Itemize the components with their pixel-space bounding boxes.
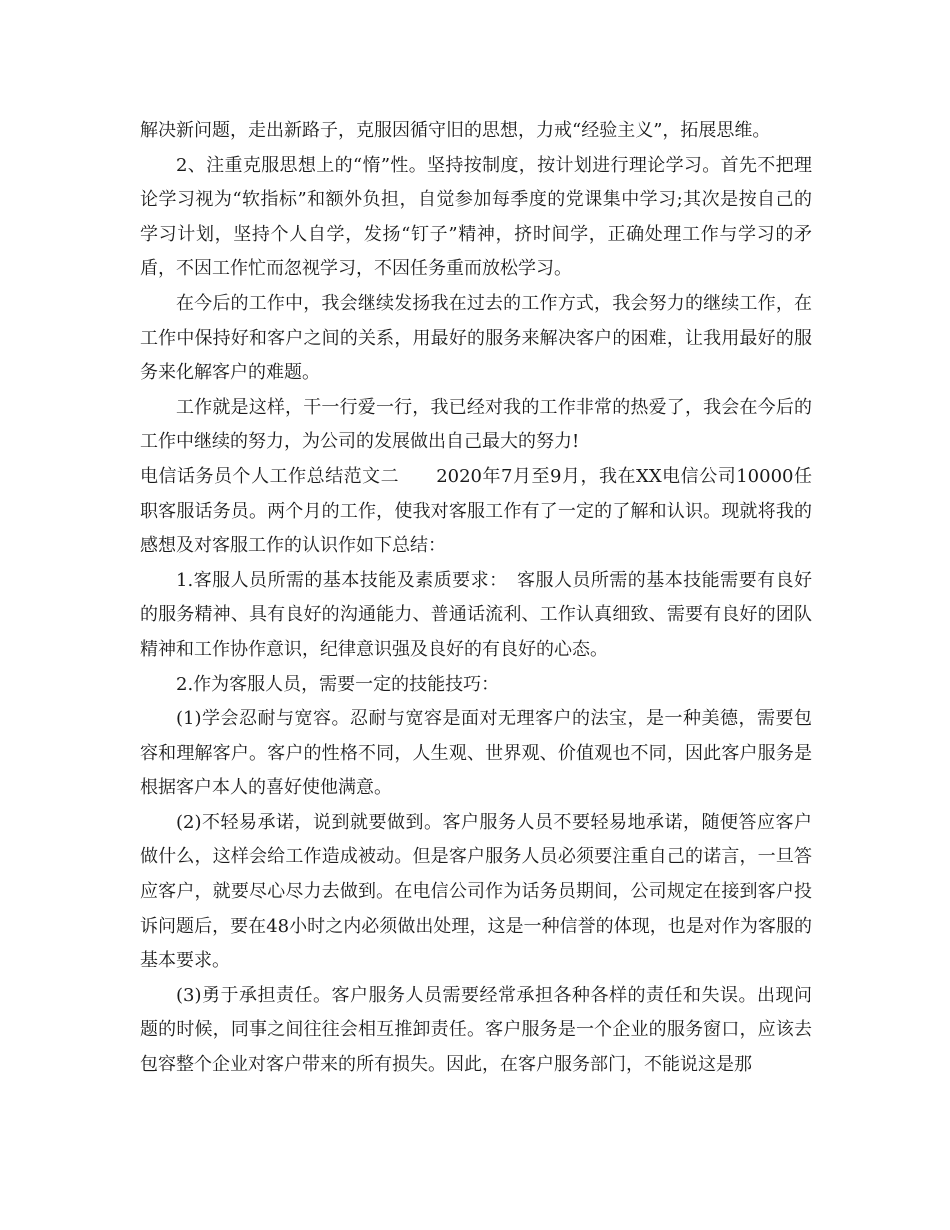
- paragraph-2: 2、注重克服思想上的“惰”性。坚持按制度，按计划进行理论学习。首先不把理论学习视为“软指标”和额外负担，自觉参加每季度的党课集中学习;其次是按自己的学习计划，坚持个人自学，发扬“钉子”精神，挤时间学，正确处理工作与学习的矛盾，不因工作忙而忽视学习，不因任务重而放松学习。: [140, 154, 812, 280]
- paragraph-7: 2.作为客服人员，需要一定的技能技巧：: [176, 673, 500, 695]
- paragraph-1: 解决新问题，走出新路子，克服因循守旧的思想，力戒“经验主义”，拓展思维。: [140, 120, 771, 141]
- paragraph-5-section-heading: 电信话务员个人工作总结范文二 2020年7月至9月，我在XX电信公司10000任职客服话务员。两个月的工作，使我对客服工作有了一定的了解和认识。现就将我的感想及对客服工作的认识作如下总结：: [140, 465, 812, 557]
- paragraph-6: 1.客服人员所需的基本技能及素质要求： 客服人员所需的基本技能需要有良好的服务精神、具有良好的沟通能力、普通话流利、工作认真细致、需要有良好的团队精神和工作协作意识，纪律意识强及良好的有良好的心态。: [140, 569, 812, 660]
- document-page: [140, 114, 812, 1083]
- paragraph-3: 在今后的工作中，我会继续发扬我在过去的工作方式，我会努力的继续工作，在工作中保持好和客户之间的关系，用最好的服务来解决客户的困难，让我用最好的服务来化解客户的难题。: [140, 292, 812, 384]
- paragraph-4: 工作就是这样，干一行爱一行，我已经对我的工作非常的热爱了，我会在今后的工作中继续的努力，为公司的发展做出自己最大的努力!: [140, 396, 812, 453]
- paragraph-9: (2)不轻易承诺，说到就要做到。客户服务人员不要轻易地承诺，随便答应客户做什么，这样会给工作造成被动。但是客户服务人员必须要注重自己的诺言，一旦答应客户，就要尽心尽力去做到。在电信公司作为话务员期间，公司规定在接到客户投诉问题后，要在48小时之内必须做出处理，这是一种信誉的体现，也是对作为客服的基本要求。: [140, 811, 812, 972]
- paragraph-10: (3)勇于承担责任。客户服务人员需要经常承担各种各样的责任和失误。出现问题的时候，同事之间往往会相互推卸责任。客户服务是一个企业的服务窗口，应该去包容整个企业对客户带来的所有损失。因此，在客户服务部门，不能说这是那: [140, 984, 812, 1076]
- paragraph-8: (1)学会忍耐与宽容。忍耐与宽容是面对无理客户的法宝，是一种美德，需要包容和理解客户。客户的性格不同，人生观、世界观、价值观也不同，因此客户服务是根据客户本人的喜好使他满意。: [140, 708, 812, 799]
